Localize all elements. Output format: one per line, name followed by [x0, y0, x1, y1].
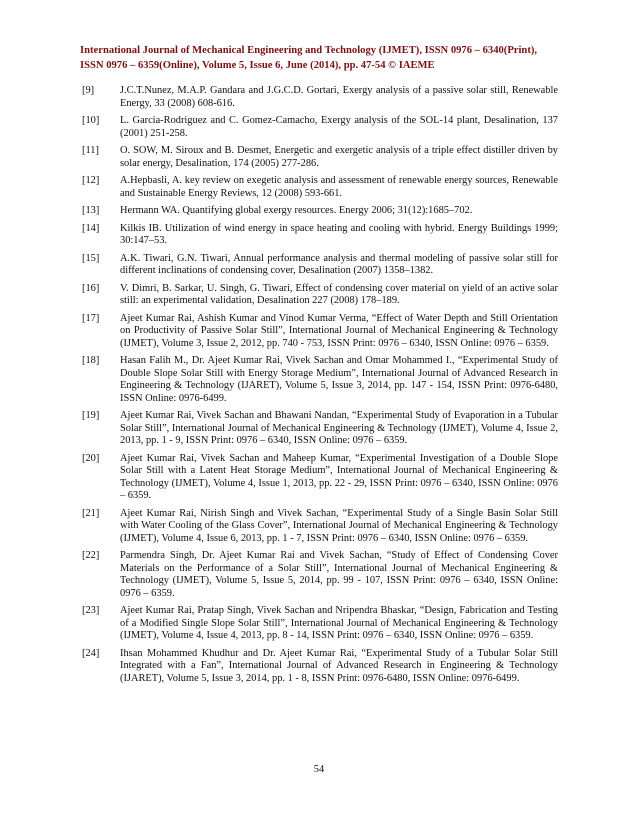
reference-text: J.C.T.Nunez, M.A.P. Gandara and J.G.C.D. Gortari, Exergy analysis of a passive solar still, Renewable Energy, 33 (2008) 608-616.: [120, 85, 558, 109]
reference-item: [82, 145, 558, 170]
reference-item: [82, 223, 558, 248]
reference-text: Ajeet Kumar Rai, Ashish Kumar and Vinod Kumar Verma, “Effect of Water Depth and Still Orientation on Productivity of Passive Solar Still”, International Journal of Mechanical Engineering & Technology (IJMET), Volume 3, Issue 2, 2012, pp. 740 - 753, ISSN Print: 0976 – 6340, ISSN Online: 0976 – 6359.: [120, 312, 558, 349]
reference-item: [82, 605, 558, 643]
reference-item: [82, 253, 558, 278]
reference-text: O. SOW, M. Siroux and B. Desmet, Energetic and exergetic analysis of a triple effect distiller driven by solar energy, Desalination, 174 (2005) 277-286.: [120, 145, 558, 169]
reference-item: [82, 355, 558, 405]
reference-number: [20]: [82, 452, 100, 464]
reference-text: A.K. Tiwari, G.N. Tiwari, Annual performance analysis and thermal modeling of passive solar still for different inclinations of condensing cover, Desalination (2007) 1358–1382.: [120, 252, 558, 276]
reference-text: Hasan Falih M., Dr. Ajeet Kumar Rai, Vivek Sachan and Omar Mohammed I., “Experimental Study of Double Slope Solar Still with Energy Storage Medium”, International Journal of Advanced Research in Engineering & Technology (IJARET), Volume 5, Issue 3, 2014, pp. 147 - 154, ISSN Print: 0976-6480, ISSN Online: 0976-6499.: [120, 355, 558, 404]
reference-item: [82, 550, 558, 600]
reference-text: Ihsan Mohammed Khudhur and Dr. Ajeet Kumar Rai, “Experimental Study of a Tubular Solar Still Integrated with a Fan”, International Journal of Advanced Research in Engineering & Technology (IJARET), Volume 5, Issue 3, 2014, pp. 1 - 8, ISSN Print: 0976-6480, ISSN Online: 0976-6499.: [120, 647, 558, 684]
reference-number: [15]: [82, 252, 100, 264]
reference-item: [82, 85, 558, 110]
reference-text: Ajeet Kumar Rai, Vivek Sachan and Bhawani Nandan, “Experimental Study of Evaporation in a Tubular Solar Still”, International Journal of Mechanical Engineering & Technology (IJMET), Volume 4, Issue 2, 2013, pp. 1 - 9, ISSN Print: 0976 – 6340, ISSN Online: 0976 – 6359.: [120, 410, 558, 446]
reference-text: A.Hepbasli, A. key review on exegetic analysis and assessment of renewable energy sources, Renewable and Sustainable Energy Reviews, 12 (2008) 593-661.: [120, 175, 558, 199]
journal-header: [80, 43, 560, 73]
reference-list: [82, 85, 558, 690]
reference-item: [82, 410, 558, 448]
reference-number: [14]: [82, 222, 100, 234]
reference-item: [82, 508, 558, 546]
reference-text: L. Garcia-Rodriguez and C. Gomez-Camacho, Exergy analysis of the SOL-14 plant, Desalination, 137 (2001) 251-258.: [120, 115, 558, 139]
reference-number: [10]: [82, 115, 100, 126]
reference-item: [82, 453, 558, 503]
reference-text: Kilkis IB. Utilization of wind energy in space heating and cooling with hybrid. Energy Buildings 1999; 30:147–53.: [120, 222, 558, 246]
reference-number: [9]: [82, 85, 95, 96]
reference-number: [12]: [82, 175, 100, 186]
reference-text: V. Dimri, B. Sarkar, U. Singh, G. Tiwari, Effect of condensing cover material on yield of an active solar still: an experimental validation, Desalination 227 (2008) 178–189.: [120, 282, 558, 306]
reference-number: [23]: [82, 605, 100, 616]
reference-item: [82, 205, 558, 218]
reference-item: [82, 648, 558, 686]
reference-number: [19]: [82, 410, 100, 421]
page-number: 54: [313, 764, 325, 775]
journal-header-line-2: ISSN 0976 – 6359(Online), Volume 5, Issue 6, June (2014), pp. 47-54 © IAEME: [80, 60, 435, 71]
reference-text: Ajeet Kumar Rai, Pratap Singh, Vivek Sachan and Nripendra Bhaskar, “Design, Fabrication and Testing of a Modified Single Slope Solar Still”, International Journal of Mechanical Engineering & Technology (IJMET), Volume 4, Issue 4, 2013, pp. 8 - 14, ISSN Print: 0976 – 6340, ISSN Online: 0976 – 6359.: [120, 605, 558, 641]
reference-number: [16]: [82, 282, 100, 294]
reference-item: [82, 115, 558, 140]
reference-text: Parmendra Singh, Dr. Ajeet Kumar Rai and Vivek Sachan, “Study of Effect of Condensing Cover Materials on the Performance of a Solar Still”, International Journal of Mechanical Engineering & Technology (IJMET), Volume 5, Issue 5, 2014, pp. 99 - 107, ISSN Print: 0976 – 6340, ISSN Online: 0976 – 6359.: [120, 550, 558, 599]
reference-number: [24]: [82, 647, 100, 659]
reference-number: [13]: [82, 205, 100, 216]
reference-item: [82, 175, 558, 200]
reference-number: [22]: [82, 550, 100, 561]
reference-text: Hermann WA. Quantifying global exergy resources. Energy 2006; 31(12):1685–702.: [120, 205, 473, 216]
reference-text: Ajeet Kumar Rai, Vivek Sachan and Maheep Kumar, “Experimental Investigation of a Double Slope Solar Still with a Latent Heat Storage Medium”, International Journal of Mechanical Engineering & Technology (IJMET), Volume 4, Issue 1, 2013, pp. 22 - 29, ISSN Print: 0976 – 6340, ISSN Online: 0976 – 6359.: [120, 452, 558, 501]
reference-item: [82, 283, 558, 308]
reference-number: [17]: [82, 312, 100, 324]
reference-text: Ajeet Kumar Rai, Nirish Singh and Vivek Sachan, “Experimental Study of a Single Basin Solar Still with Water Cooling of the Glass Cover”, International Journal of Mechanical Engineering & Technology (IJMET), Volume 4, Issue 6, 2013, pp. 1 - 7, ISSN Print: 0976 – 6340, ISSN Online: 0976 – 6359.: [120, 507, 558, 544]
reference-item: [82, 313, 558, 351]
journal-header-line-1: International Journal of Mechanical Engineering and Technology (IJMET), ISSN 0976 – 6340(Print),: [80, 45, 538, 56]
reference-number: [11]: [82, 145, 99, 156]
reference-number: [18]: [82, 355, 100, 366]
reference-number: [21]: [82, 507, 100, 519]
